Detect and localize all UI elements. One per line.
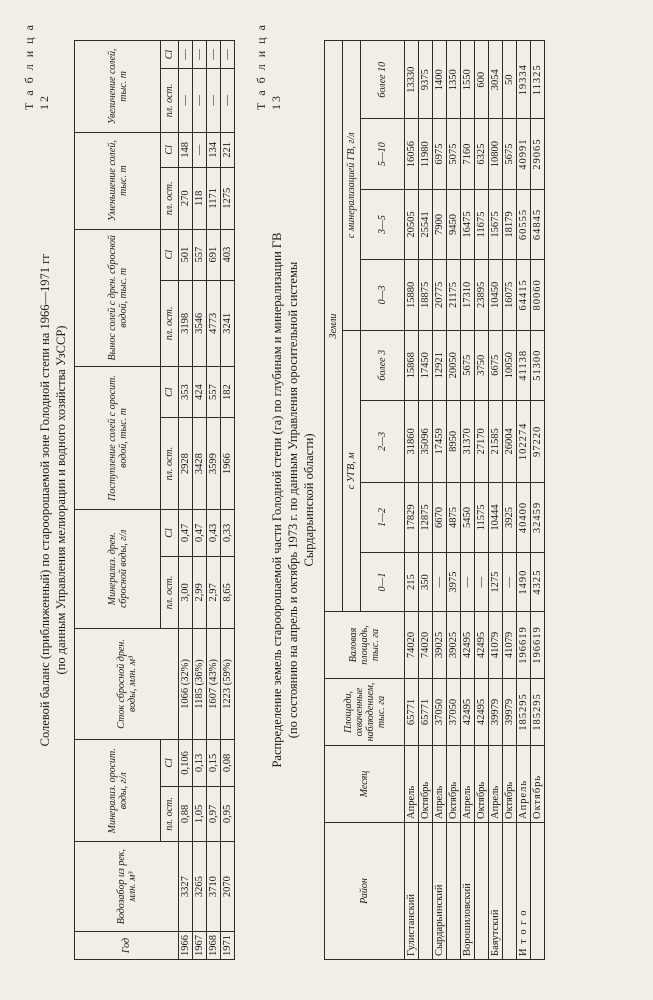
table13-cell: 17459 [433,400,447,482]
table13-month: Апрель [433,746,447,823]
table12-title-line2: (по данным Управления мелиорации и водного хозяйства УзССР) [54,325,68,675]
t13-h-gross: Валовая площадь, тыс. га [325,612,405,679]
table12-cell: 3599 [207,418,221,510]
table12-cell: 4773 [207,280,221,366]
table13-cell: 11675 [475,189,489,259]
table12-cell: 148 [179,132,193,167]
table13-cell: 600 [475,41,489,119]
table13-cell: 97220 [531,400,545,482]
table13-cell: 3925 [503,482,517,552]
table13-cell: 102274 [517,400,531,482]
table13-cell: 4875 [447,482,461,552]
table13-cell: 6325 [475,119,489,189]
table12-cell: 1,05 [193,786,207,842]
table12-row [179,41,193,960]
table13-cell: 51300 [531,330,545,400]
table13-cell: 196619 [531,612,545,679]
table13-cell: 60555 [517,189,531,259]
table13-label: Т а б л и ц а 13 [254,23,283,110]
table13-cell: 42495 [461,679,475,746]
t12-sub-cl: Cl [161,41,179,69]
table13-cell: 41079 [489,612,503,679]
table12-cell: 1966 [221,418,235,510]
table12-cell: 1967 [193,932,207,960]
table13 [324,40,545,960]
table13-title-line3: Сырдарьинской области) [302,433,316,567]
t13-h-depth-col: 0—1 [361,553,405,612]
table13-cell: 50 [503,41,517,119]
table13-cell: 18179 [503,189,517,259]
table12-cell: 2,99 [193,557,207,629]
table12-cell: 3327 [179,842,193,932]
table13-cell: 20775 [433,260,447,330]
table13-cell: 64845 [531,189,545,259]
table13-cell: 1350 [447,41,461,119]
table12-cell: — [179,69,193,133]
table13-row [447,41,461,960]
table13-cell: 39979 [489,679,503,746]
table13-cell: 41138 [517,330,531,400]
table13-cell: 5075 [447,119,461,189]
table13-cell: 196619 [517,612,531,679]
t12-h-mineral-irr: Минерализ. оросит. воды, г/л [75,740,161,842]
table12-cell: 2,97 [207,557,221,629]
table13-cell: 7900 [433,189,447,259]
table13-cell: 15880 [405,260,419,330]
table13-cell: 42495 [475,612,489,679]
table12-cell: 0,106 [179,740,193,786]
t12-h-decrease: Уменьшение солей, тыс. т [75,132,161,229]
table13-cell: 31370 [461,400,475,482]
table12-cell: 0,47 [179,509,193,556]
table13-cell: 18875 [419,260,433,330]
table13-month: Апрель [461,746,475,823]
table13-cell: 80060 [531,260,545,330]
t12-sub-dry: пл. ост. [161,557,179,629]
table13-cell: 350 [419,553,433,612]
table13-cell: 6675 [489,330,503,400]
table12-body [179,41,235,960]
table13-district [531,823,545,960]
table13-cell: 40400 [517,482,531,552]
table13-cell: 1275 [489,553,503,612]
table12-cell: — [221,69,235,133]
table13-cell: 3750 [475,330,489,400]
table13-cell: 17310 [461,260,475,330]
t13-h-district: Район [325,823,405,960]
t13-h-mineral-col: 3—5 [361,189,405,259]
table12-cell: — [193,41,207,69]
table12-cell: 270 [179,167,193,229]
table13-district: Сырдарьинский [433,823,447,960]
table13-cell: 26004 [503,400,517,482]
t12-sub-cl: Cl [161,367,179,418]
table12-cell: 691 [207,229,221,280]
table12-cell: 1966 [179,932,193,960]
table13-title-line1: Распределение земель староорошаемой части Голодной степи (га) по глубинам и минерализации ГВ [270,232,284,768]
t12-h-salt-in: Поступление солей с оросит. водой, тыс. т [75,367,161,510]
table12-cell: — [193,69,207,133]
table13-cell: 185295 [531,679,545,746]
table13-district [475,823,489,960]
table13-cell: 23895 [475,260,489,330]
table13-cell: 3054 [489,41,503,119]
table12-cell: 1607 (43%) [207,628,221,740]
table13-cell: 9375 [419,41,433,119]
table13-title-line2: (по состоянию на апрель и октябрь 1973 г. по данным Управления оросительной системы [286,261,300,739]
table13-district: Баяутский [489,823,503,960]
table13-cell: 41079 [503,612,517,679]
table13-cell: 39025 [433,612,447,679]
table13-cell: 25541 [419,189,433,259]
table13-district: Ворошиловский [461,823,475,960]
t13-h-lands: Земли [325,41,343,612]
table12-title-line1: Солевой баланс (приближенный) по старoорошаемой зоне Голодной степи на 1966—1971 гг [38,253,52,747]
table13-cell: 9450 [447,189,461,259]
table13-cell: 27170 [475,400,489,482]
t13-h-observed: Площади, охваченные наблюдением, тыс. га [325,679,405,746]
table12-cell: 3265 [193,842,207,932]
table13-month: Октябрь [475,746,489,823]
table13-cell: 1490 [517,553,531,612]
t12-sub-dry: пл. ост. [161,69,179,133]
table13-cell: 17450 [419,330,433,400]
table13-row [517,41,531,960]
table13-cell: 39025 [447,612,461,679]
table12-cell: 3546 [193,280,207,366]
t13-h-depth-col: более 3 [361,330,405,400]
table13-cell: 10444 [489,482,503,552]
table13-cell: 5450 [461,482,475,552]
table12-cell: 0,08 [221,740,235,786]
table12-cell: 557 [193,229,207,280]
t12-sub-dry: пл. ост. [161,786,179,842]
table13-row [489,41,503,960]
table13-cell: 35096 [419,400,433,482]
table13-month: Октябрь [503,746,517,823]
table12-cell: 424 [193,367,207,418]
table12-cell: — [193,132,207,167]
table13-row [531,41,545,960]
table13-cell: 10800 [489,119,503,189]
t13-h-mineral-col: 5—10 [361,119,405,189]
table13-row [433,41,447,960]
table13-cell: 37050 [447,679,461,746]
table13-cell: 21585 [489,400,503,482]
t12-h-salt-out: Вынос солей с дрен. сбросной водой, тыс. т [75,229,161,367]
table13-cell: 10050 [503,330,517,400]
table13-cell: 65771 [419,679,433,746]
table12-cell: 182 [221,367,235,418]
table13-month: Октябрь [419,746,433,823]
table12-cell: 221 [221,132,235,167]
table13-cell: 7160 [461,119,475,189]
table13-cell: 20505 [405,189,419,259]
table13-cell: 11575 [475,482,489,552]
table12-cell: 2070 [221,842,235,932]
table13-cell: 74020 [405,612,419,679]
table13-month: Октябрь [531,746,545,823]
t13-h-mineral-col: более 10 [361,41,405,119]
table12-cell: 0,33 [221,509,235,556]
table13-cell: 10450 [489,260,503,330]
table13-row [475,41,489,960]
table13-body [405,41,545,960]
table13-month: Октябрь [447,746,461,823]
table12-cell: 1171 [207,167,221,229]
table12-cell: 557 [207,367,221,418]
table13-cell: 6975 [433,119,447,189]
t12-sub-dry: пл. ост. [161,280,179,366]
table12-label: Т а б л и ц а 12 [22,23,51,110]
table13-cell: 32459 [531,482,545,552]
t13-h-month: Месяц [325,746,405,823]
table13-cell: 11980 [419,119,433,189]
t13-h-mineral-col: 0—3 [361,260,405,330]
table13-cell: 16075 [503,260,517,330]
table13-cell: 40991 [517,119,531,189]
table13-row [461,41,475,960]
table13-cell: 185295 [517,679,531,746]
table13-cell: 17829 [405,482,419,552]
table13-cell: 19334 [517,41,531,119]
table13-cell: 42495 [461,612,475,679]
table12-cell: 1971 [221,932,235,960]
table13-cell: 64415 [517,260,531,330]
table13-cell: 16475 [461,189,475,259]
t12-h-increase: Увеличение солей, тыс. т [75,41,161,133]
table13-cell: 31860 [405,400,419,482]
table13-district [419,823,433,960]
table13-district [503,823,517,960]
table12-cell: 1275 [221,167,235,229]
table13-cell: 3975 [447,553,461,612]
table13-cell: 6670 [433,482,447,552]
table12-cell: — [207,69,221,133]
table12-cell: 1185 (36%) [193,628,207,740]
table12-cell: 0,13 [193,740,207,786]
table12-cell: 3198 [179,280,193,366]
table12-row [193,41,207,960]
table13-cell: — [433,553,447,612]
table13-month: Апрель [489,746,503,823]
table13-cell: 11325 [531,41,545,119]
table12-cell: — [207,41,221,69]
t13-h-mineral-group: с минерализацией ГВ, г/л [343,41,361,331]
table13-cell: — [475,553,489,612]
table12-cell: 403 [221,229,235,280]
table12-cell: 0,15 [207,740,221,786]
table13-month: Апрель [405,746,419,823]
table13-cell: 20050 [447,330,461,400]
table12-row [207,41,221,960]
table12-cell: 8,65 [221,557,235,629]
t13-h-depth-col: 1—2 [361,482,405,552]
table12-row [221,41,235,960]
table13-cell: 1550 [461,41,475,119]
table13-cell: 8950 [447,400,461,482]
t12-sub-cl: Cl [161,132,179,167]
table12-cell: 134 [207,132,221,167]
table13-cell: 37050 [433,679,447,746]
table13-cell: 4325 [531,553,545,612]
t12-sub-cl: Cl [161,229,179,280]
table12-cell: 1968 [207,932,221,960]
table12-cell: 353 [179,367,193,418]
table13-district: Гулистанский [405,823,419,960]
table12-cell: 1223 (59%) [221,628,235,740]
table13-cell: 5675 [461,330,475,400]
table13-cell: 5675 [503,119,517,189]
rotated-page [16,10,649,990]
table12 [74,40,235,960]
table13-cell: — [503,553,517,612]
t12-h-year: Год [75,932,179,960]
table13-cell: 13330 [405,41,419,119]
table12-cell: 501 [179,229,193,280]
t12-h-drain-flow: Сток сбросной дрен. воды, млн. м³ [75,628,179,740]
table13-cell: 12921 [433,330,447,400]
t12-sub-cl: Cl [161,740,179,786]
table13-row [405,41,419,960]
table12-cell: 3,00 [179,557,193,629]
table13-cell: 1400 [433,41,447,119]
t12-h-mineral-drain: Минерализ. дрен. сбросной воды, г/л [75,509,161,628]
table13-cell: 65771 [405,679,419,746]
table12-cell: 0,95 [221,786,235,842]
t12-sub-cl: Cl [161,509,179,556]
table12-cell: 0,47 [193,509,207,556]
t13-h-depth-group: с УГВ, м [343,330,361,611]
table13-cell: 39979 [503,679,517,746]
table12-cell: 2928 [179,418,193,510]
table13-cell: 12875 [419,482,433,552]
table13-cell: 15868 [405,330,419,400]
table12-cell: — [179,41,193,69]
table13-cell: 21175 [447,260,461,330]
table13-month: Апрель [517,746,531,823]
table12-cell: 1066 (32%) [179,628,193,740]
table13-row [503,41,517,960]
t12-h-intake: Водозабор из рек, млн. м³ [75,842,179,932]
table13-district: И т о г о [517,823,531,960]
table13-district [447,823,461,960]
table12-cell: — [221,41,235,69]
table13-cell: — [461,553,475,612]
table12-cell: 3710 [207,842,221,932]
t12-sub-dry: пл. ост. [161,418,179,510]
table12-cell: 3241 [221,280,235,366]
table12-cell: 3428 [193,418,207,510]
table13-cell: 15675 [489,189,503,259]
t12-sub-dry: пл. ост. [161,167,179,229]
table13-cell: 29065 [531,119,545,189]
t13-h-depth-col: 2—3 [361,400,405,482]
table12-cell: 0,88 [179,786,193,842]
table12-cell: 0,97 [207,786,221,842]
table13-cell: 215 [405,553,419,612]
table12-cell: 118 [193,167,207,229]
table13-cell: 42495 [475,679,489,746]
table13-row [419,41,433,960]
table12-cell: 0,43 [207,509,221,556]
table13-cell: 74020 [419,612,433,679]
table13-cell: 16056 [405,119,419,189]
